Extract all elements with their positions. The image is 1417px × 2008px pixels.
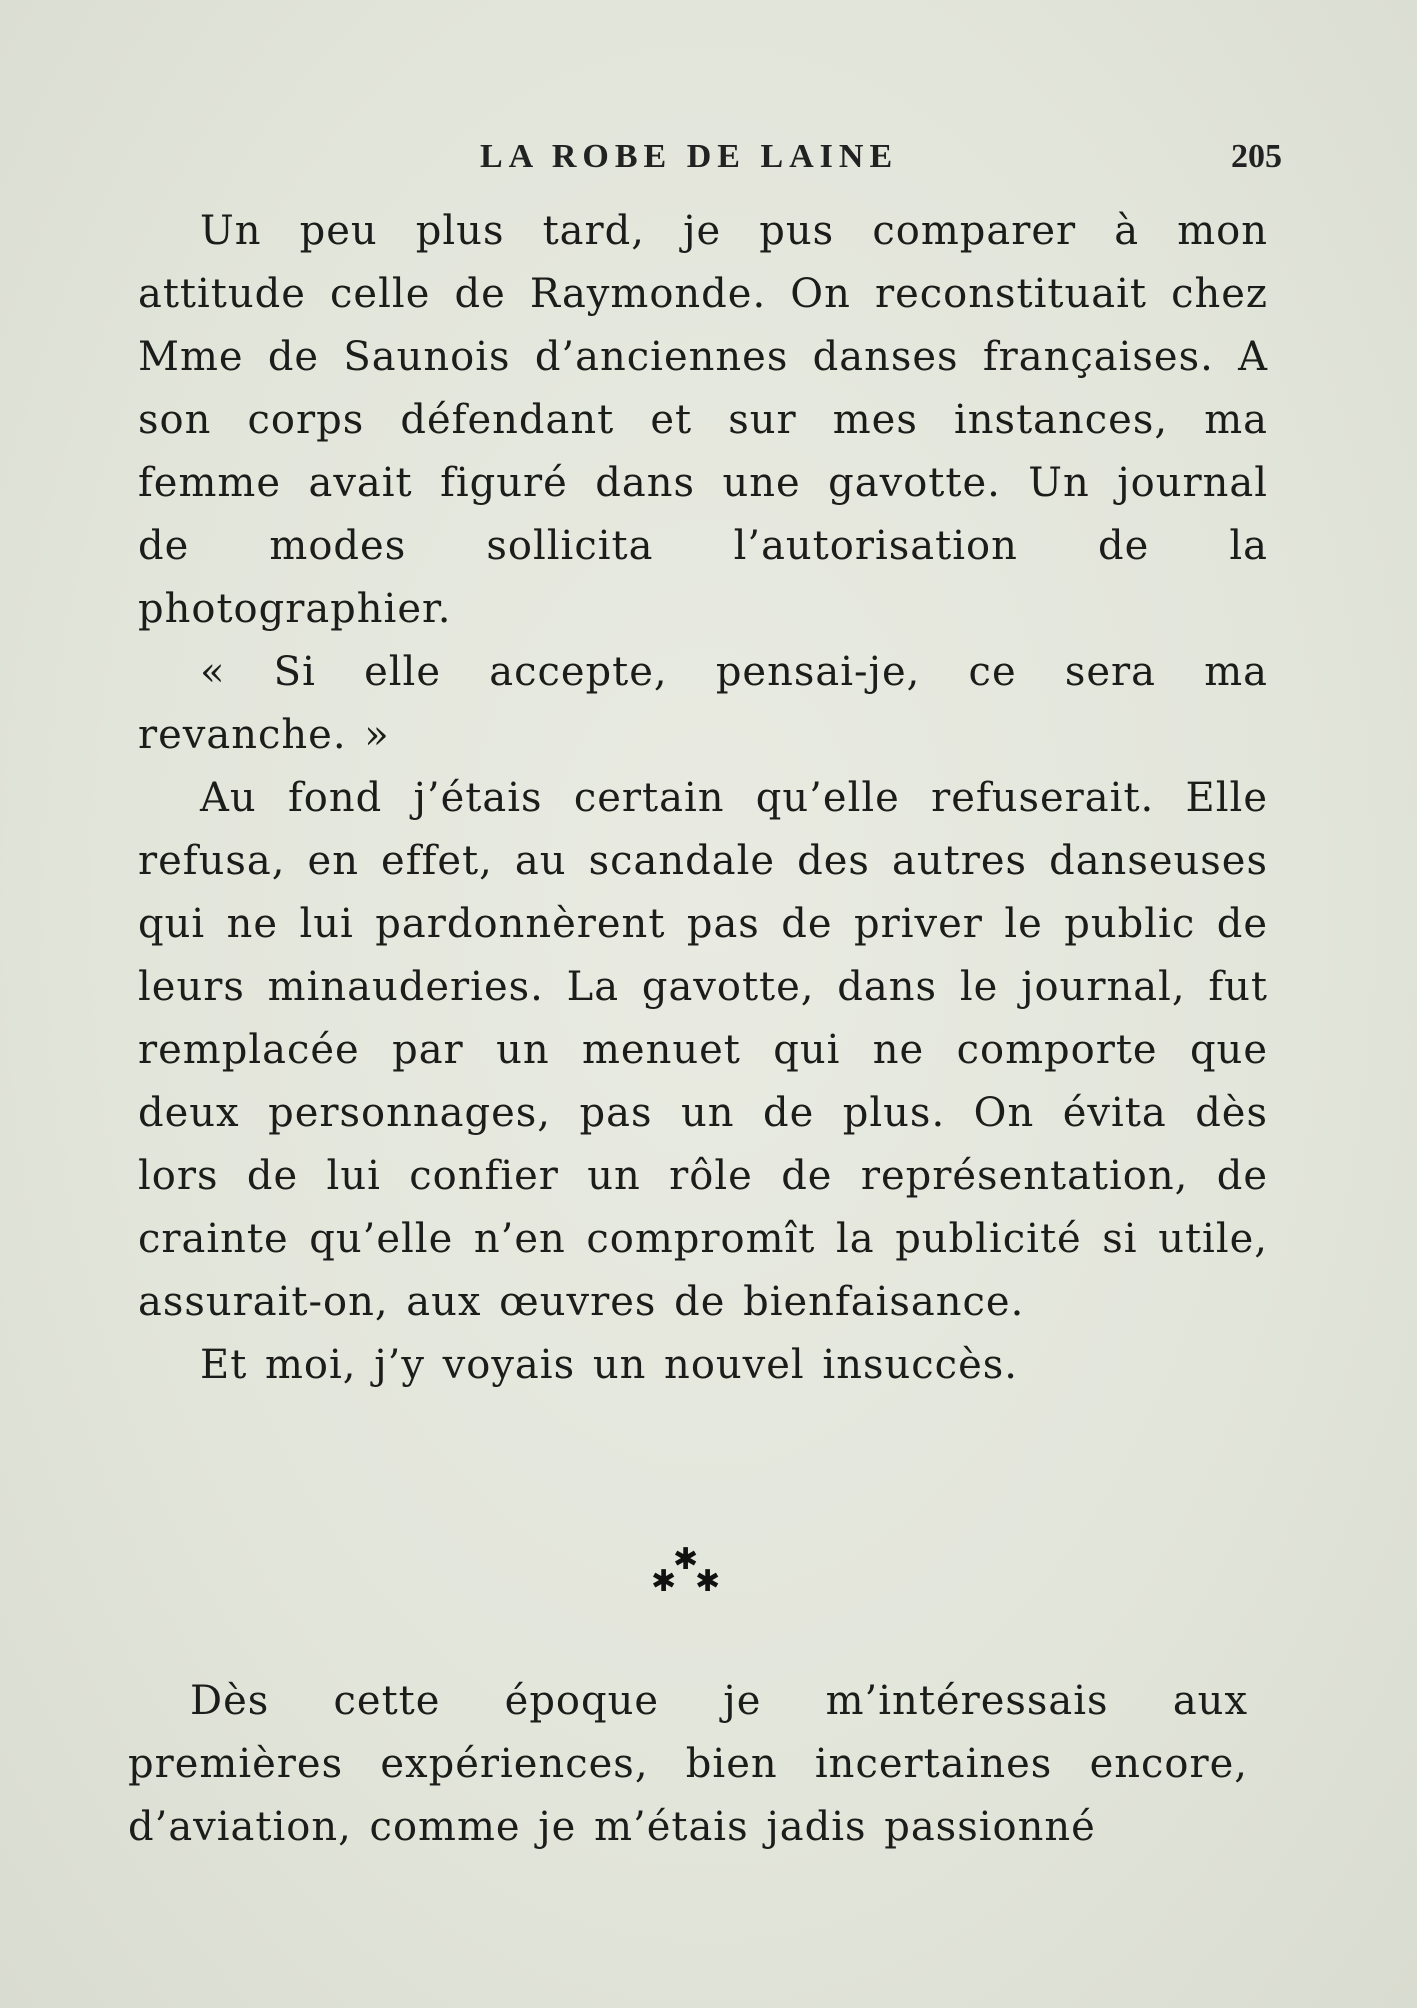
page-number: 205 xyxy=(1231,138,1282,175)
running-header xyxy=(140,138,1290,188)
asterism-section-break xyxy=(0,1542,1417,1605)
asterisk-icon: ✱ xyxy=(695,1564,721,1599)
paragraph: Dès cette époque je m’intéressais aux premières expériences, bien incertaines encore, d’aviation, comme je m’étais jadis passionné xyxy=(128,1678,1248,1850)
main-text xyxy=(138,200,1268,1397)
asterisk-icon: ✱ xyxy=(673,1542,699,1577)
paragraph: Un peu plus tard, je pus comparer à mon attitude celle de Raymonde. On reconstituait chez Mme de Saunois d’anciennes danses françaises. A son corps défendant et sur mes instances, ma femme avait figuré dans une gavotte. Un journal de modes sollicita l’autorisation de la photographier. xyxy=(138,208,1268,632)
asterisk-icon: ✱ xyxy=(651,1564,677,1599)
continued-text xyxy=(128,1670,1248,1859)
paragraph: Et moi, j’y voyais un nouvel insuccès. xyxy=(200,1342,1018,1388)
running-title: LA ROBE DE LAINE xyxy=(480,138,899,175)
paragraph: Au fond j’étais certain qu’elle refuserait. Elle refusa, en effet, au scandale des autres danseuses qui ne lui pardonnèrent pas de priver le public de leurs minauderies. La gavotte, dans le journal, fut remplacée par un menuet qui ne comporte que deux personnages, pas un de plus. On évita dès lors de lui confier un rôle de représentation, de crainte qu’elle n’en compromît la publicité si utile, assurait-on, aux œuvres de bienfaisance. xyxy=(138,775,1268,1325)
paragraph: « Si elle accepte, pensai-je, ce sera ma revanche. » xyxy=(138,649,1268,758)
